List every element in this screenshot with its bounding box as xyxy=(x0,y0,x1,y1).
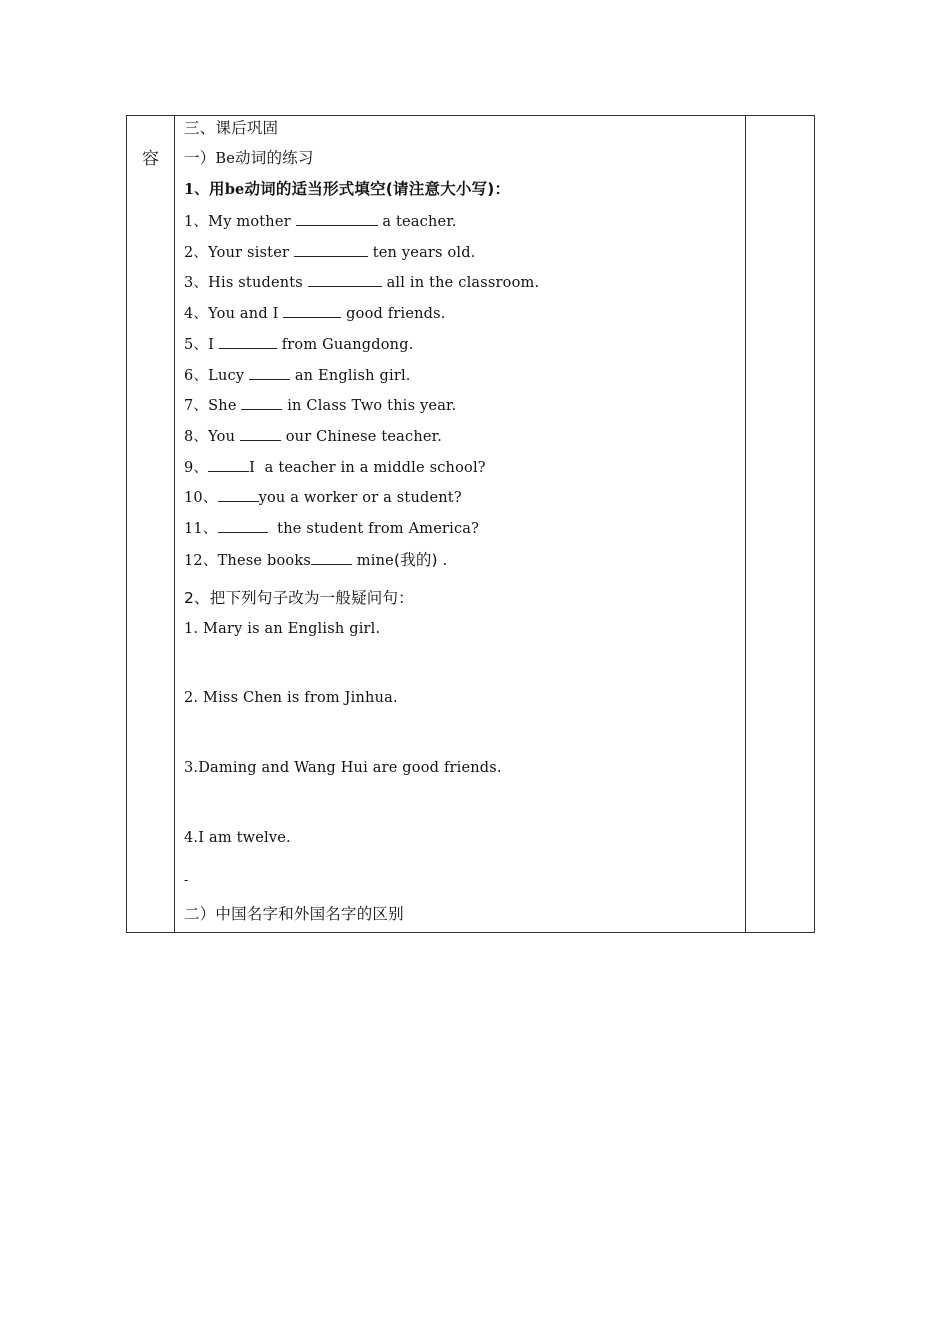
item-post: a teacher. xyxy=(377,214,457,230)
section-heading: 三、课后巩固 xyxy=(184,119,279,137)
fill-item xyxy=(184,271,539,292)
task2-instruction xyxy=(184,586,414,608)
item-post: I a teacher in a middle school? xyxy=(249,460,486,476)
fill-item xyxy=(184,302,446,323)
item-post: you a worker or a student? xyxy=(258,490,462,506)
item-post: an English girl. xyxy=(290,368,411,384)
sentence-item: 3.Daming and Wang Hui are good friends. xyxy=(184,760,502,776)
fill-item xyxy=(184,425,442,446)
task2-text: 把下列句子改为一般疑问句： xyxy=(209,589,414,607)
column-divider-left xyxy=(174,116,175,932)
item-end: . xyxy=(437,553,448,569)
answer-blank[interactable] xyxy=(219,336,277,349)
answer-blank[interactable] xyxy=(283,305,341,318)
task1-part-a: 用 xyxy=(209,180,225,198)
sub-be: Be xyxy=(215,151,236,167)
dash-mark: - xyxy=(184,873,189,887)
column-divider-right xyxy=(745,116,746,932)
item-post: the student from America? xyxy=(267,521,480,537)
item-num: 7、 xyxy=(184,398,209,414)
answer-blank[interactable] xyxy=(240,428,281,441)
task2-num: 2、 xyxy=(184,589,210,607)
item-num: 4、 xyxy=(184,306,209,322)
item-num: 11、 xyxy=(184,521,218,537)
item-pre: My mother xyxy=(208,214,296,230)
answer-blank[interactable] xyxy=(241,397,282,410)
item-pre: These books xyxy=(217,553,311,569)
answer-blank[interactable] xyxy=(311,552,352,565)
answer-blank[interactable] xyxy=(308,274,382,287)
answer-blank[interactable] xyxy=(218,520,268,533)
fill-item xyxy=(184,364,411,385)
answer-blank[interactable] xyxy=(208,459,249,472)
item-num: 6、 xyxy=(184,368,209,384)
task1-be: be xyxy=(224,181,245,198)
subsection-names: 二）中国名字和外国名字的区别 xyxy=(184,905,404,923)
task1-instruction xyxy=(184,177,510,199)
item-post: mine xyxy=(351,553,394,569)
item-num: 3、 xyxy=(184,275,209,291)
item-pre: I xyxy=(208,337,219,353)
sub-prefix: 一） xyxy=(184,149,216,167)
task1-num: 1、 xyxy=(184,181,209,198)
fill-item xyxy=(184,486,462,507)
item-num: 8、 xyxy=(184,429,209,445)
fill-item xyxy=(184,548,447,570)
item-post: from Guangdong. xyxy=(276,337,414,353)
item-pre: You and I xyxy=(208,306,284,322)
item-num: 5、 xyxy=(184,337,209,353)
item-num: 9、 xyxy=(184,460,209,476)
fill-item xyxy=(184,456,486,477)
answer-blank[interactable] xyxy=(218,489,259,502)
task1-part-b: 动词的适当形式填空(请注意大小写)： xyxy=(244,180,511,198)
item-num: 12、 xyxy=(184,553,218,569)
item-pre: You xyxy=(208,429,240,445)
item-pre: She xyxy=(208,398,242,414)
subsection-be-verbs xyxy=(184,146,314,168)
fill-item xyxy=(184,210,457,231)
fill-item xyxy=(184,333,414,354)
sub-rest: 动词的练习 xyxy=(235,149,314,167)
fill-item xyxy=(184,394,456,415)
item-num: 1、 xyxy=(184,214,209,230)
item-pre: His students xyxy=(208,275,308,291)
item-post: good friends. xyxy=(341,306,446,322)
fill-item xyxy=(184,517,479,538)
item-post: ten years old. xyxy=(367,245,476,261)
item-num: 10、 xyxy=(184,490,218,506)
item-post: in Class Two this year. xyxy=(282,398,457,414)
answer-blank[interactable] xyxy=(296,213,378,226)
sentence-item: 1. Mary is an English girl. xyxy=(184,621,381,637)
side-column-char: 容 xyxy=(142,149,159,169)
item-pre: Lucy xyxy=(208,368,250,384)
fill-item xyxy=(184,241,476,262)
worksheet-table xyxy=(126,115,815,933)
item-cn-note: (我的) xyxy=(393,551,438,569)
sentence-item: 4.I am twelve. xyxy=(184,830,291,846)
answer-blank[interactable] xyxy=(249,367,290,380)
item-post: our Chinese teacher. xyxy=(280,429,443,445)
answer-blank[interactable] xyxy=(294,244,368,257)
sentence-item: 2. Miss Chen is from Jinhua. xyxy=(184,690,398,706)
item-num: 2、 xyxy=(184,245,209,261)
item-pre: Your sister xyxy=(208,245,294,261)
item-post: all in the classroom. xyxy=(381,275,540,291)
